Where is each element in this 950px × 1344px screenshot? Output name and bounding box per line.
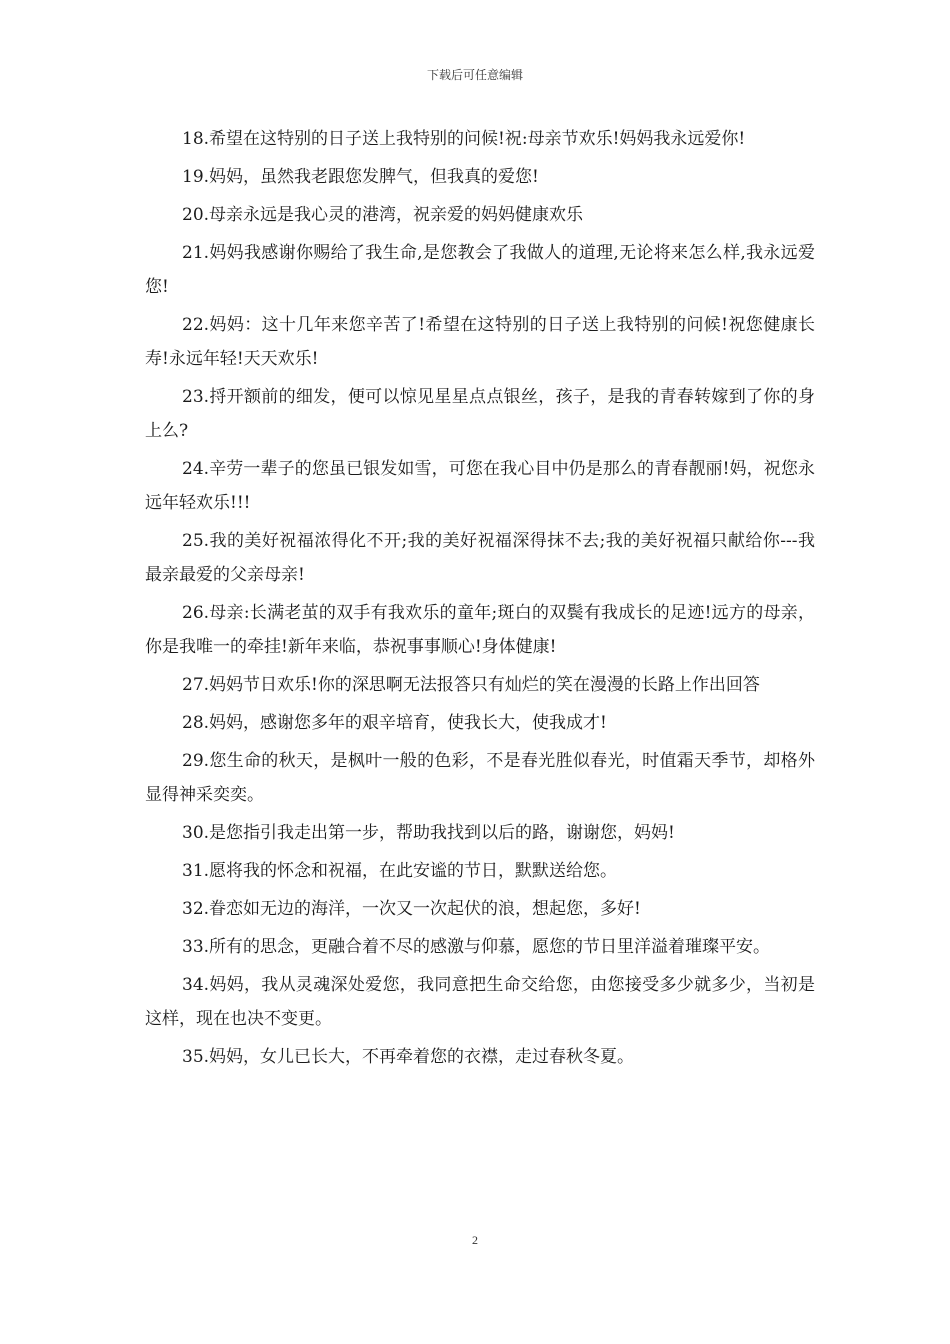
paragraph-34: 34.妈妈，我从灵魂深处爱您，我同意把生命交给您，由您接受多少就多少，当初是这样，现在也决不变更。 (145, 975, 815, 1029)
paragraph-31: 31.愿将我的怀念和祝福，在此安谧的节日，默默送给您。 (182, 861, 618, 881)
paragraph-21: 21.妈妈我感谢你赐给了我生命,是您教会了我做人的道理,无论将来怎么样,我永远爱您! (145, 243, 815, 297)
paragraph-32: 32.眷恋如无边的海洋，一次又一次起伏的浪，想起您，多好! (182, 899, 641, 919)
paragraph-27: 27.妈妈节日欢乐!你的深思啊无法报答只有灿烂的笑在漫漫的长路上作出回答 (182, 675, 760, 695)
paragraph-19: 19.妈妈，虽然我老跟您发脾气，但我真的爱您! (182, 167, 539, 187)
paragraph-22: 22.妈妈：这十几年来您辛苦了!希望在这特别的日子送上我特别的问候!祝您健康长寿!永远年轻!天天欢乐! (145, 315, 815, 369)
page-header: 下载后可任意编辑 (426, 68, 523, 82)
paragraph-25: 25.我的美好祝福浓得化不开;我的美好祝福深得抹不去;我的美好祝福只献给你---我最亲最爱的父亲母亲! (145, 531, 815, 585)
paragraph-30: 30.是您指引我走出第一步，帮助我找到以后的路，谢谢您，妈妈! (182, 823, 675, 843)
paragraph-28: 28.妈妈，感谢您多年的艰辛培育，使我长大，使我成才! (182, 713, 607, 733)
paragraph-23: 23.捋开额前的细发，便可以惊见星星点点银丝，孩子，是我的青春转嫁到了你的身上么? (145, 387, 815, 441)
paragraph-26: 26.母亲:长满老茧的双手有我欢乐的童年;斑白的双鬓有我成长的足迹!远方的母亲，你是我唯一的牵挂!新年来临，恭祝事事顺心!身体健康! (145, 603, 815, 657)
paragraph-29: 29.您生命的秋天，是枫叶一般的色彩，不是春光胜似春光，时值霜天季节，却格外显得神采奕奕。 (145, 751, 815, 805)
paragraph-20: 20.母亲永远是我心灵的港湾，祝亲爱的妈妈健康欢乐 (182, 205, 584, 225)
paragraph-18: 18.希望在这特别的日子送上我特别的问候!祝:母亲节欢乐!妈妈我永远爱你! (182, 129, 746, 149)
paragraph-35: 35.妈妈，女儿已长大，不再牵着您的衣襟，走过春秋冬夏。 (182, 1047, 635, 1067)
paragraph-33: 33.所有的思念，更融合着不尽的感激与仰慕，愿您的节日里洋溢着璀璨平安。 (182, 937, 771, 957)
document-body (145, 122, 815, 1078)
page-number: 2 (472, 1233, 478, 1247)
paragraph-24: 24.辛劳一辈子的您虽已银发如雪，可您在我心目中仍是那么的青春靓丽!妈，祝您永远年轻欢乐!!! (145, 459, 815, 513)
